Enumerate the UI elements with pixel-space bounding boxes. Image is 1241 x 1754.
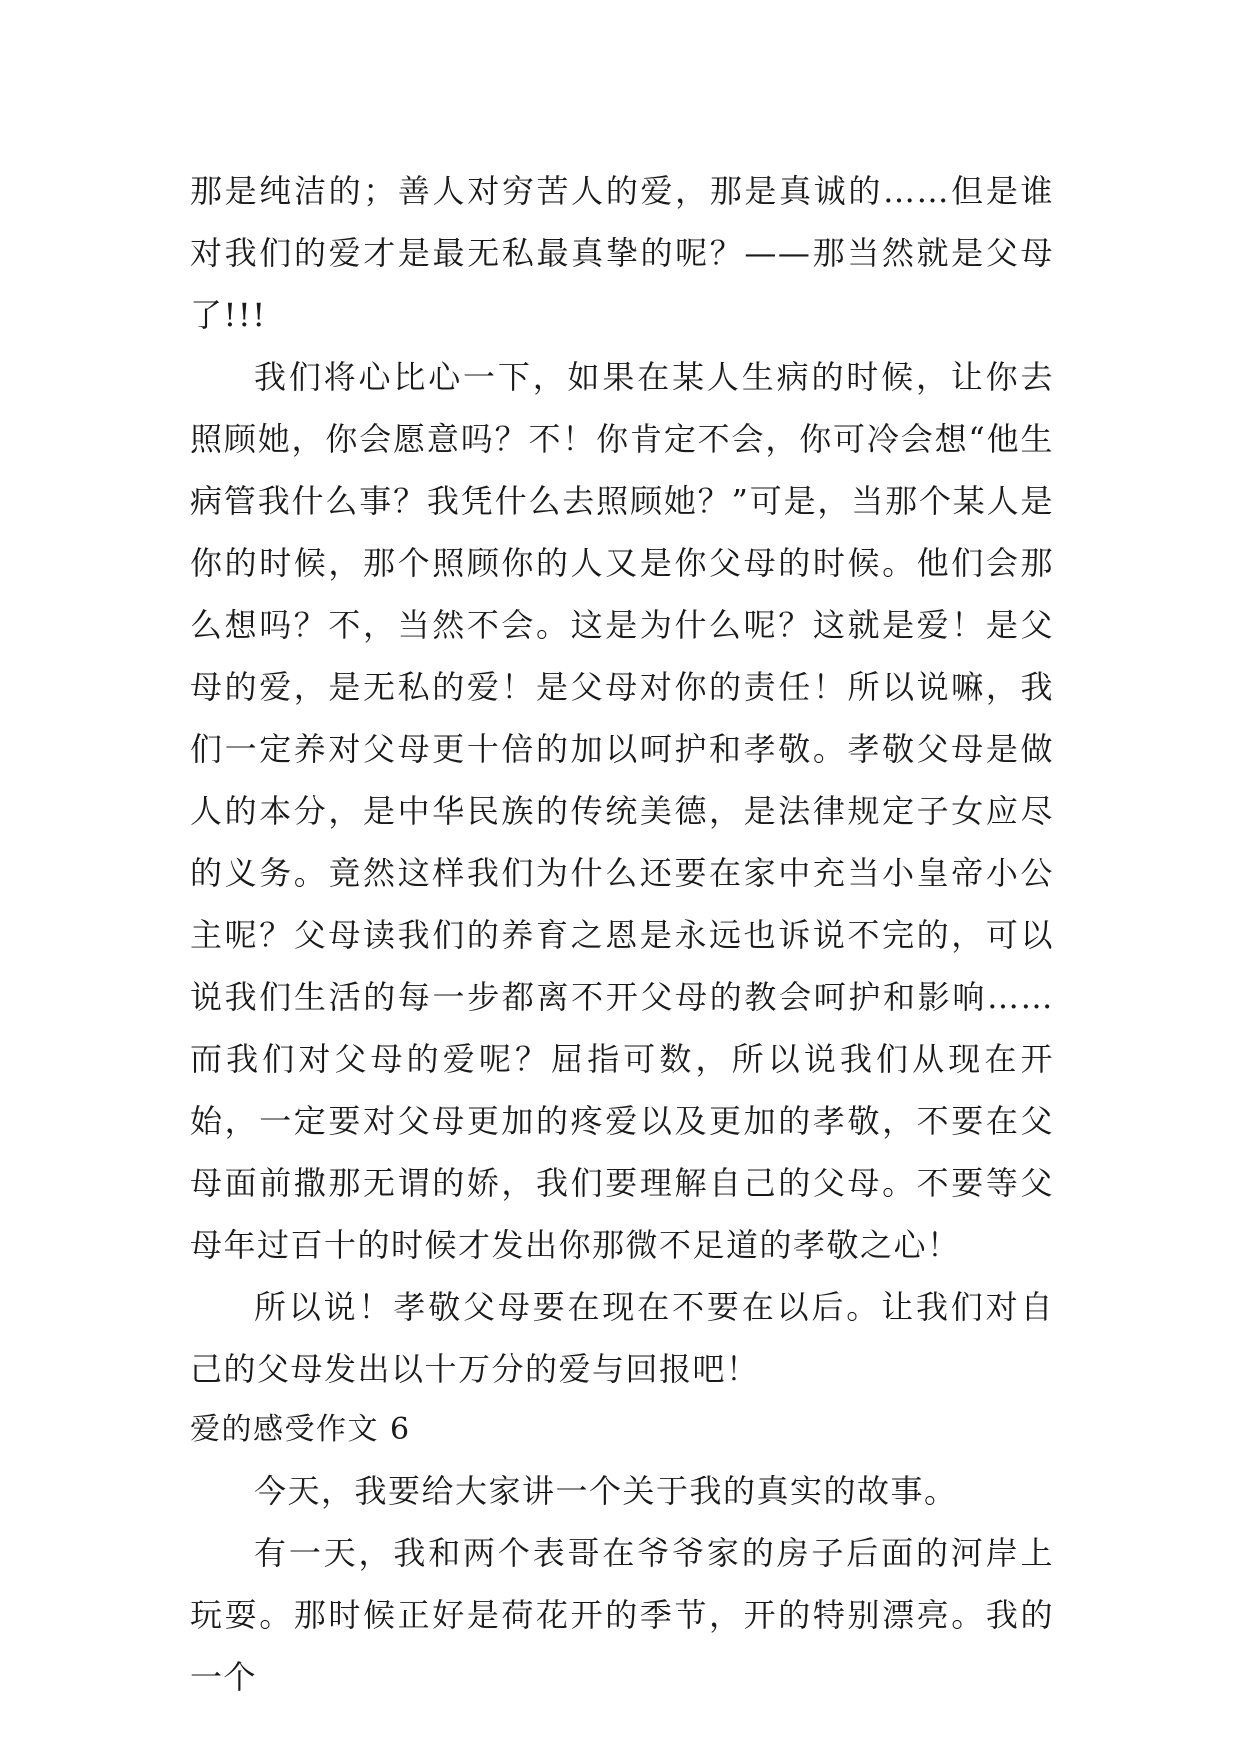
section-heading: 爱的感受作文 6 <box>190 1412 411 1447</box>
paragraph-1: 那是纯洁的；善人对穷苦人的爱，那是真诚的……但是谁对我们的爱才是最无私最真挚的呢？——那当然就是父母了!!! <box>190 172 1054 334</box>
section-paragraph-1: 今天，我要给大家讲一个关于我的真实的故事。 <box>254 1472 958 1510</box>
section-paragraph-2: 有一天，我和两个表哥在爷爷家的房子后面的河岸上玩耍。那时候正好是荷花开的季节，开的特别漂亮。我的一个 <box>190 1534 1054 1696</box>
paragraph-2: 我们将心比心一下，如果在某人生病的时候，让你去照顾她，你会愿意吗？不！你肯定不会，你可冷会想“他生病管我什么事？我凭什么去照顾她？”可是，当那个某人是你的时候，那个照顾你的人又是你父母的时候。他们会那么想吗？不，当然不会。这是为什么呢？这就是爱！是父母的爱，是无私的爱！是父母对你的责任！所以说嘛，我们一定养对父母更十倍的加以呵护和孝敬。孝敬父母是做人的本分，是中华民族的传统美德，是法律规定子女应尽的义务。竟然这样我们为什么还要在家中充当小皇帝小公主呢？父母读我们的养育之恩是永远也诉说不完的，可以说我们生活的每一步都离不开父母的教会呵护和影响……而我们对父母的爱呢？屈指可数，所以说我们从现在开始，一定要对父母更加的疼爱以及更加的孝敬，不要在父母面前撒那无谓的娇，我们要理解自己的父母。不要等父母年过百十的时候才发出你那微不足道的孝敬之心！ <box>190 358 1054 1264</box>
paragraph-3: 所以说！孝敬父母要在现在不要在以后。让我们对自己的父母发出以十万分的爱与回报吧！ <box>190 1288 1054 1388</box>
document-body <box>190 160 1054 1708</box>
